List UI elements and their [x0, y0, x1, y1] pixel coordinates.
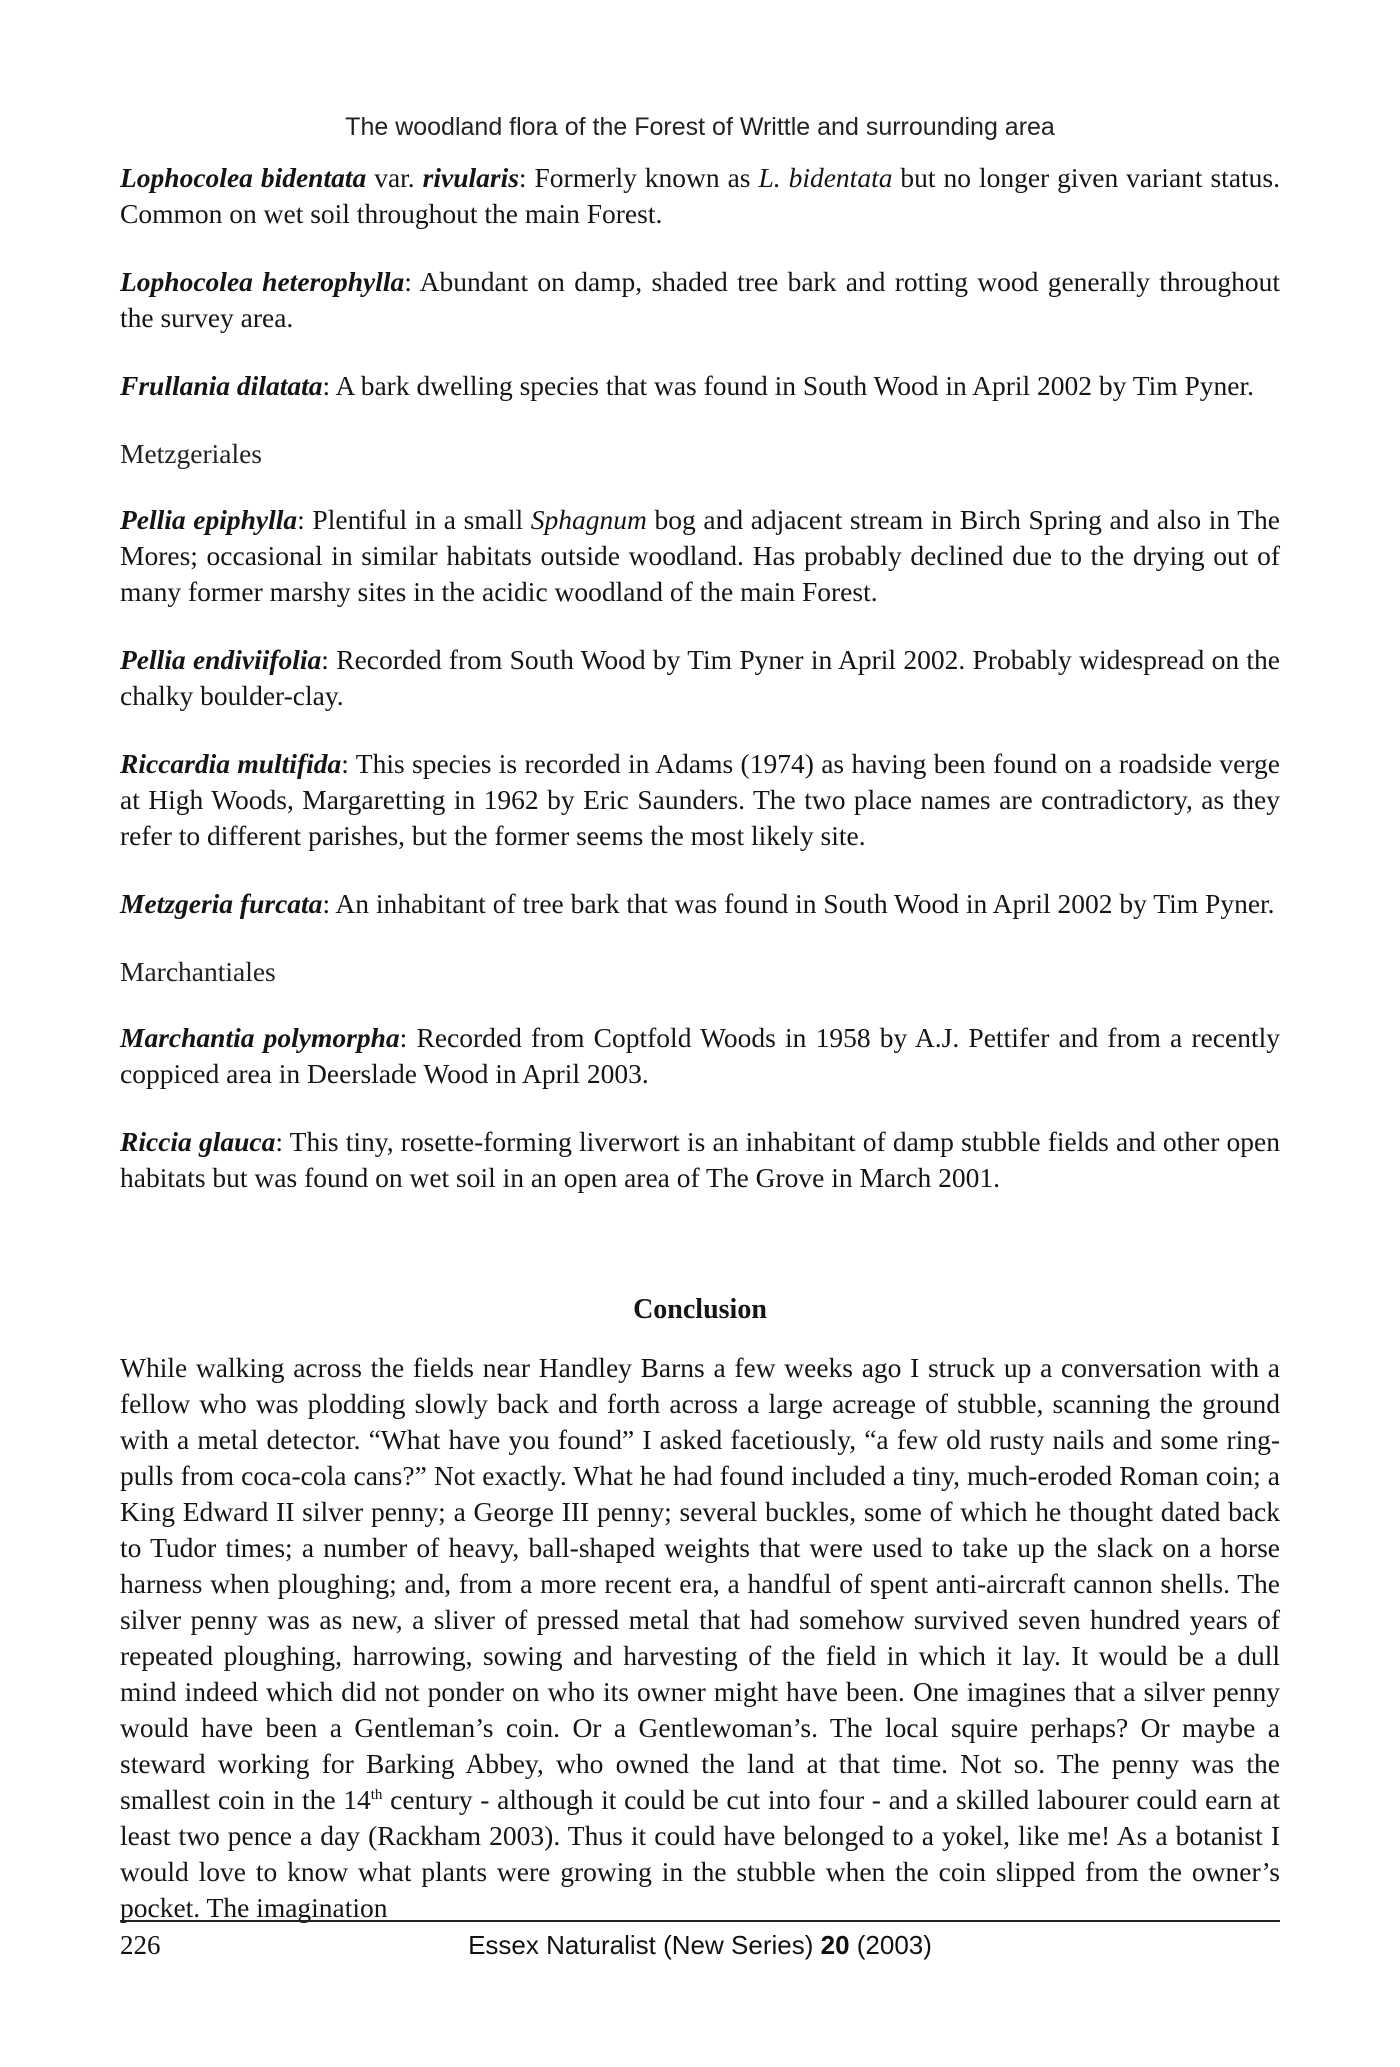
conclusion-heading: Conclusion — [633, 1294, 767, 1325]
species-entry-pellia-endiviifolia: Pellia endiviifolia: Recorded from South Wood by Tim Pyner in April 2002. Probably widespread on the chalky boulder-clay. — [120, 644, 1280, 711]
species-entry-frullania-dilatata: Frullania dilatata: A bark dwelling species that was found in South Wood in April 2002 by Tim Pyner. — [120, 370, 1255, 401]
species-name: Lophocolea bidentata — [120, 162, 367, 193]
species-name: Lophocolea heterophylla — [120, 266, 405, 297]
italic-term: Sphagnum — [530, 504, 647, 535]
species-name: Frullania dilatata — [120, 370, 323, 401]
species-entry-riccia-glauca: Riccia glauca: This tiny, rosette-forming liverwort is an inhabitant of damp stubble fields and other open habitats but was found on wet soil in an open area of The Grove in March 2001. — [120, 1126, 1280, 1193]
species-name: Metzgeria furcata — [120, 888, 323, 919]
species-name: Marchantia polymorpha — [120, 1022, 400, 1053]
running-header: The woodland flora of the Forest of Writtle and surrounding area — [345, 113, 1055, 141]
variety-name: rivularis — [422, 162, 519, 193]
conclusion-paragraph: While walking across the fields near Handley Barns a few weeks ago I struck up a conversation with a fellow who was plodding slowly back and forth across a large acreage of stubble, scanning the ground with a metal detector. “What have you found” I asked facetiously, “a few old rusty nails and some ring-pulls from coca-cola cans?” Not exactly. What he had found included a tiny, much-eroded Roman coin; a King Edward II silver penny; a George III penny; several buckles, some of which he thought dated back to Tudor times; a number of heavy, ball-shaped weights that were used to take up the slack on a horse harness when ploughing; and, from a more recent era, a handful of spent anti-aircraft cannon shells. The silver penny was as new, a sliver of pressed metal that had somehow survived seven hundred years of repeated ploughing, harrowing, sowing and harvesting of the field in which it lay. It would be a dull mind indeed which did not ponder on who its owner might have been. One imagines that a silver penny would have been a Gentleman’s coin. Or a Gentlewoman’s. The local squire perhaps? Or maybe a steward working for Barking Abbey, who owned the land at that time. Not so. The penny was the smallest coin in the 14th century - although it could be cut into four - and a skilled labourer could earn at least two pence a day (Rackham 2003). Thus it could have belonged to a yokel, like me! As a botanist I would love to know what plants were growing in the stubble when the coin slipped from the owner’s pocket. The imagination — [120, 1352, 1280, 1923]
section-heading-metzgeriales: Metzgeriales — [120, 438, 263, 469]
species-entry-lophocolea-bidentata: Lophocolea bidentata var. rivularis: Formerly known as L. bidentata but no longer given variant status. Common on wet soil throughout the main Forest. — [120, 162, 1280, 229]
species-entry-metzgeria-furcata: Metzgeria furcata: An inhabitant of tree bark that was found in South Wood in April 2002 by Tim Pyner. — [120, 888, 1275, 919]
journal-citation: Essex Naturalist (New Series) 20 (2003) — [468, 1930, 932, 1960]
species-name: Pellia endiviifolia — [120, 644, 322, 675]
species-entry-pellia-epiphylla: Pellia epiphylla: Plentiful in a small Sphagnum bog and adjacent stream in Birch Spring and also in The Mores; occasional in similar habitats outside woodland. Has probably declined due to the drying out of many former marshy sites in the acidic woodland of the main Forest. — [120, 504, 1280, 607]
footer-rule — [120, 1920, 1280, 1922]
italic-term: L. bidentata — [758, 162, 893, 193]
species-entry-lophocolea-heterophylla: Lophocolea heterophylla: Abundant on damp, shaded tree bark and rotting wood generally throughout the survey area. — [120, 266, 1280, 333]
page-number: 226 — [120, 1930, 161, 1960]
species-name: Riccia glauca — [120, 1126, 276, 1157]
species-entry-riccardia-multifida: Riccardia multifida: This species is recorded in Adams (1974) as having been found on a roadside verge at High Woods, Margaretting in 1962 by Eric Saunders. The two place names are contradictory, as they refer to different parishes, but the former seems the most likely site. — [120, 748, 1281, 851]
body-text — [120, 160, 1280, 1926]
ordinal-superscript: th — [370, 1786, 383, 1803]
conclusion-section — [120, 1228, 1280, 1926]
species-name: Riccardia multifida — [120, 748, 342, 779]
section-heading-marchantiales: Marchantiales — [120, 956, 276, 987]
species-name: Pellia epiphylla — [120, 504, 298, 535]
volume-number: 20 — [820, 1930, 850, 1960]
species-entry-marchantia-polymorpha: Marchantia polymorpha: Recorded from Coptfold Woods in 1958 by A.J. Pettifer and from a recently coppiced area in Deerslade Wood in April 2003. — [120, 1022, 1280, 1089]
